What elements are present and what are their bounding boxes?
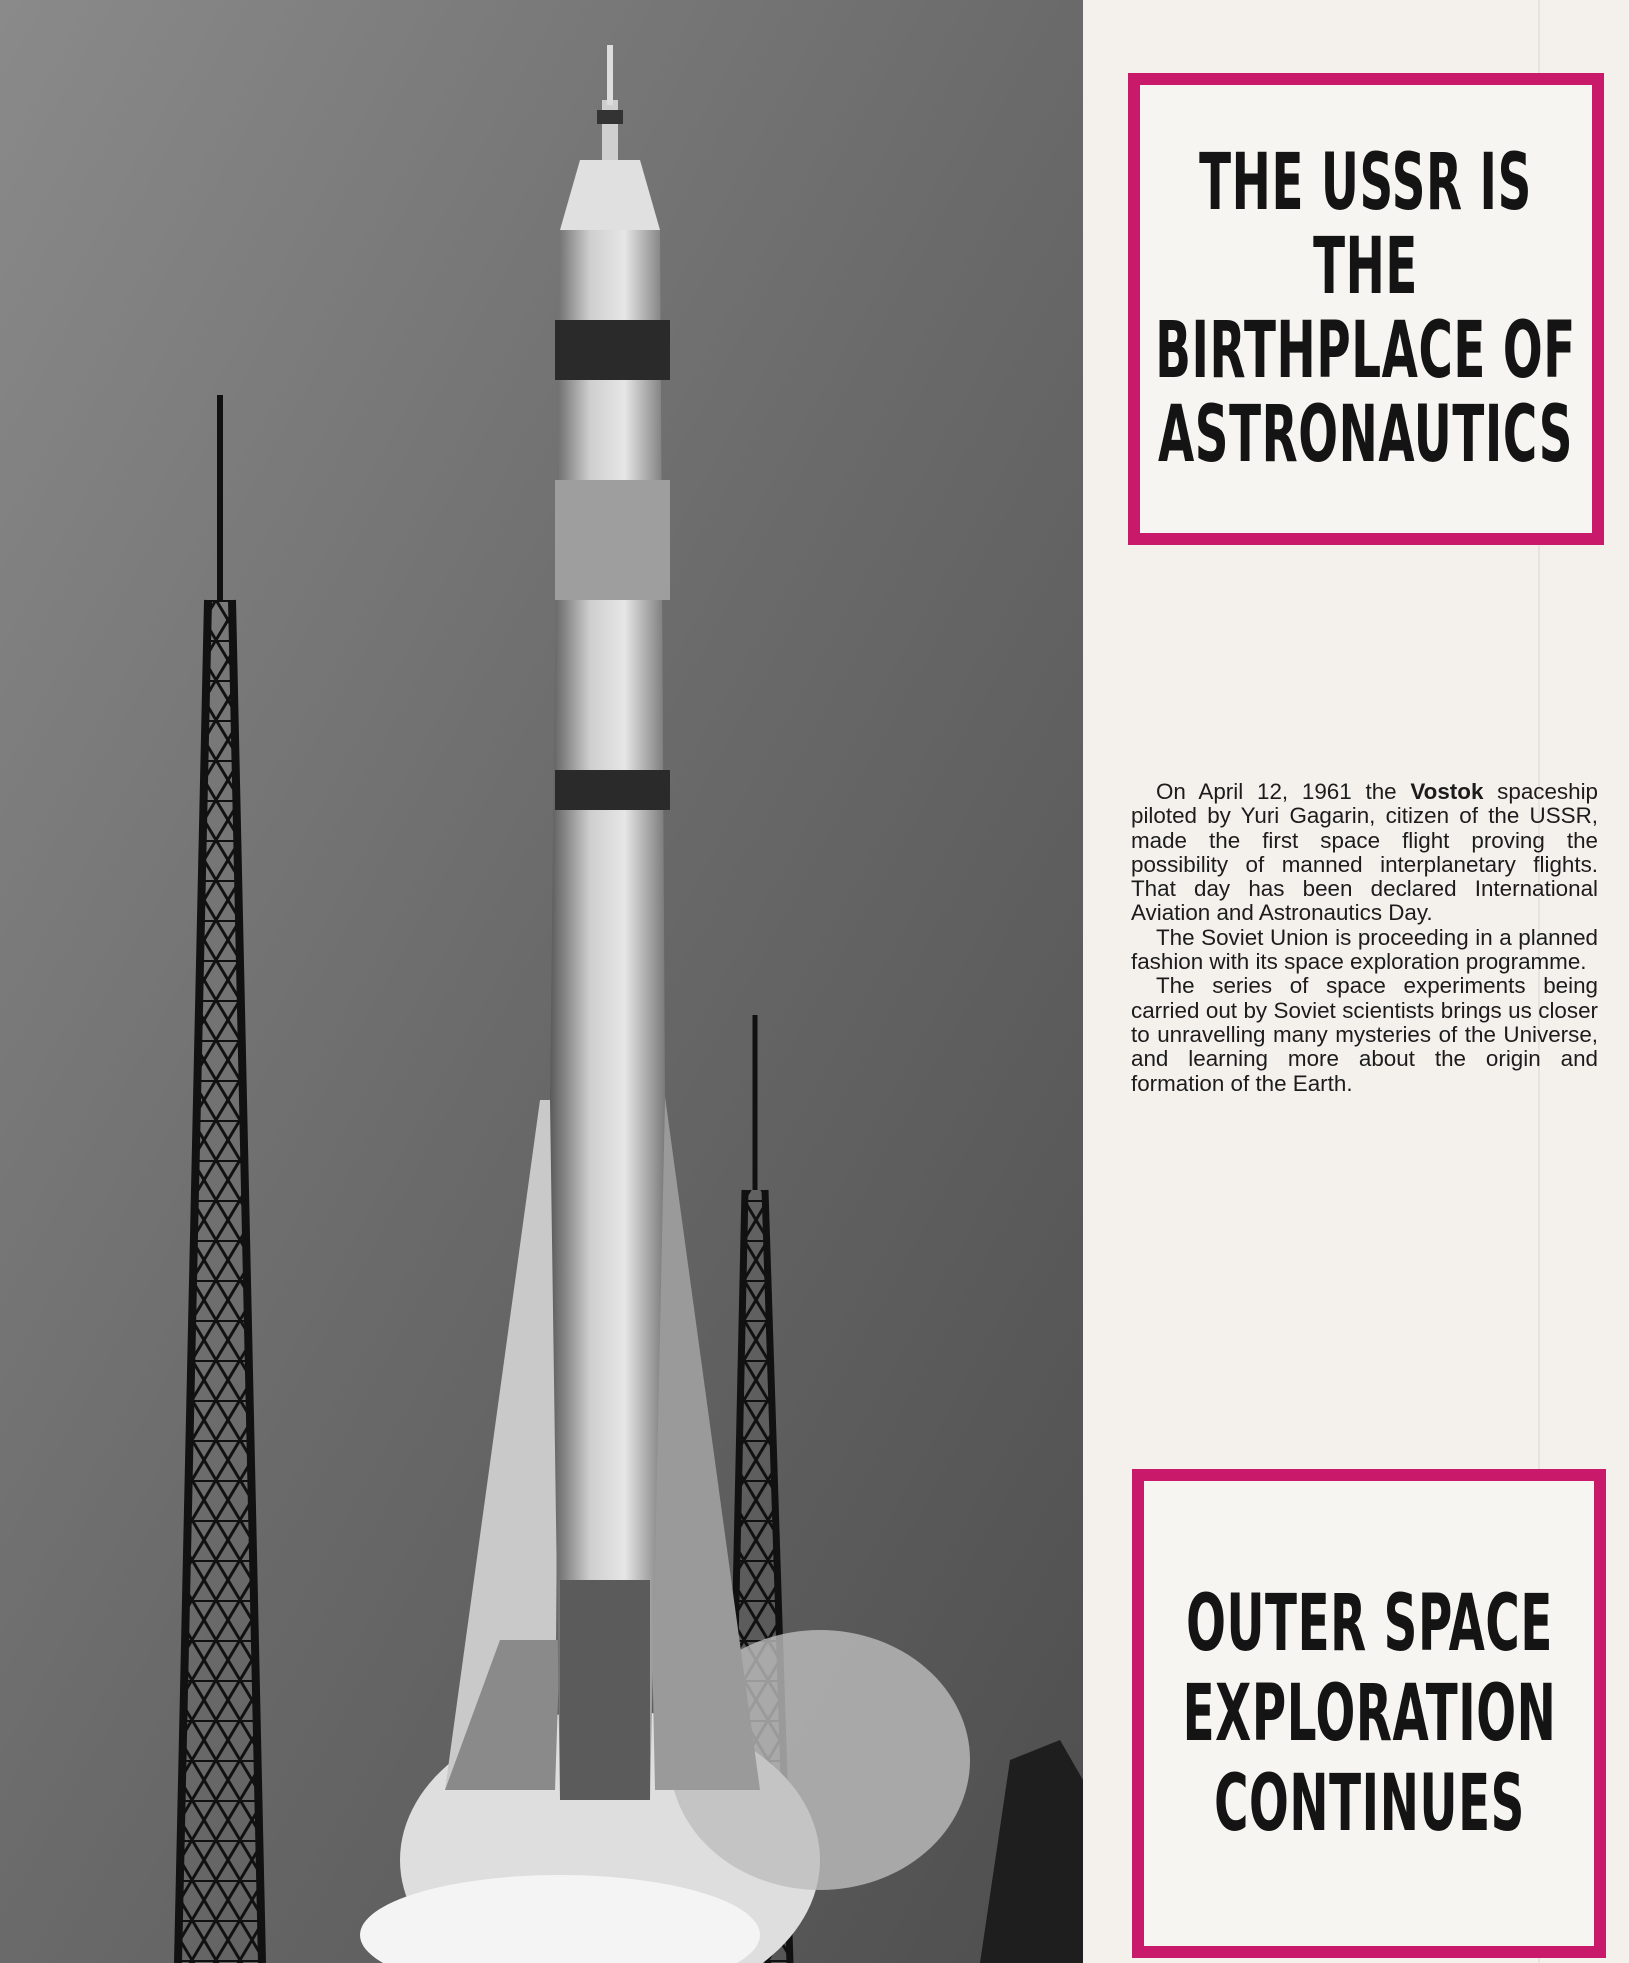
body-paragraph-1 (1131, 780, 1598, 926)
headline-top-line: THE USSR IS (1199, 138, 1533, 228)
p1-rest: spaceship piloted by Yuri Gagarin, citizen of the USSR, made the first space flight proving the possibility of manned interplanetary flights. That day has been declared International Aviation and Astronautics Day. (1131, 779, 1599, 926)
body-paragraph-2: The Soviet Union is proceeding in a planned fashion with its space exploration programme. (1131, 924, 1598, 975)
headline-frame-top (1128, 73, 1604, 545)
p1-lead: On April 12, 1961 the (1156, 779, 1411, 804)
headline-bottom-line: EXPLORATION (1182, 1668, 1556, 1759)
vostok-name: Vostok (1410, 779, 1484, 804)
headline-top (1155, 138, 1577, 480)
rocket-core (550, 45, 670, 1800)
headline-bottom-line: OUTER SPACE (1185, 1578, 1553, 1669)
headline-bottom (1182, 1579, 1556, 1849)
headline-top-line: ASTRONAUTICS (1158, 390, 1574, 480)
headline-bottom-line: CONTINUES (1213, 1758, 1525, 1849)
body-text (1131, 780, 1598, 1096)
text-panel (1083, 0, 1629, 1963)
headline-frame-bottom (1132, 1469, 1606, 1958)
headline-top-line: THE (1313, 222, 1419, 312)
headline-top-line: BIRTHPLACE OF (1155, 306, 1577, 396)
body-paragraph-3: The series of space experiments being carried out by Soviet scientists brings us closer to unravelling many mysteries of the Universe, and learning more about the origin and formation of the Earth. (1131, 973, 1598, 1096)
